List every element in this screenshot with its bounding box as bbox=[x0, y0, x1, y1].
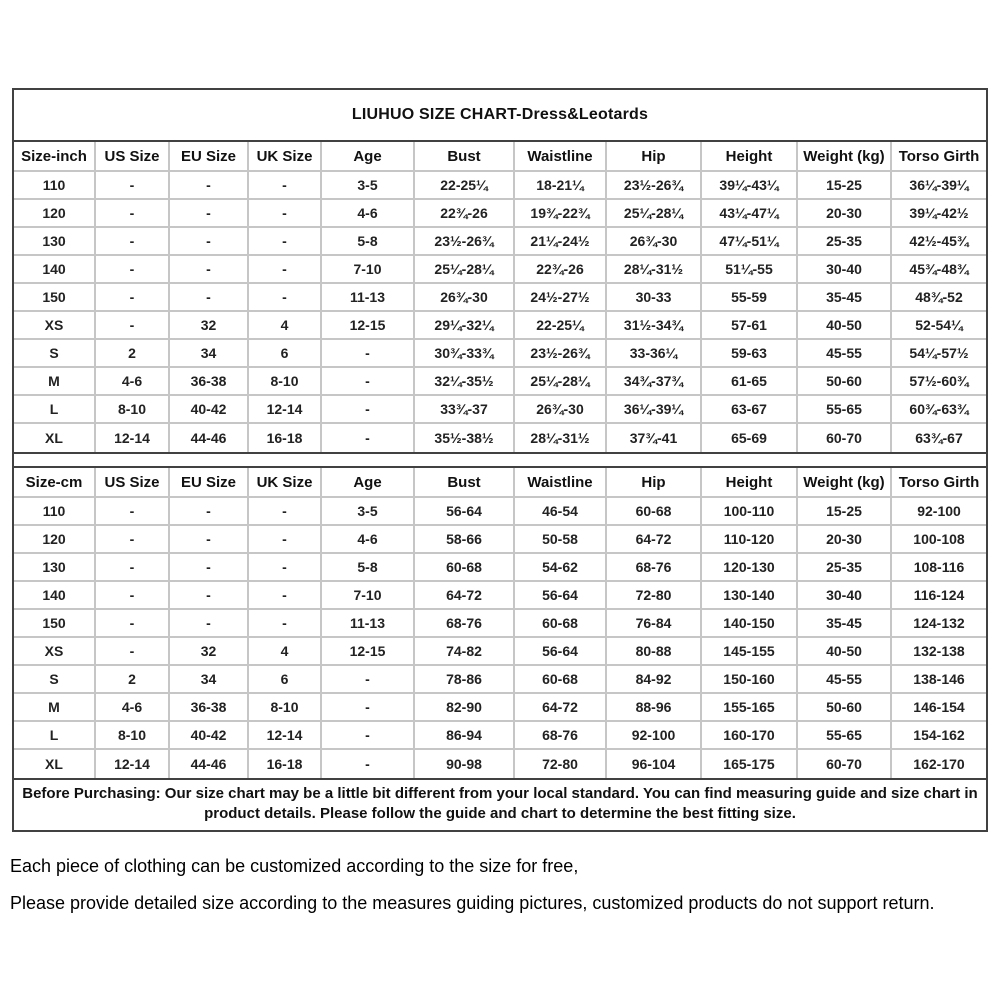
table-cell: 42½-45¾ bbox=[892, 228, 986, 256]
table-cell: 39¼-42½ bbox=[892, 200, 986, 228]
column-header: US Size bbox=[96, 468, 170, 498]
header-row bbox=[14, 468, 986, 498]
table-cell: 7-10 bbox=[322, 582, 415, 610]
table-cell: 64-72 bbox=[415, 582, 515, 610]
table-cell: 32¼-35½ bbox=[415, 368, 515, 396]
table-cell: 4-6 bbox=[96, 368, 170, 396]
table-cell: 100-110 bbox=[702, 498, 798, 526]
header-row bbox=[14, 142, 986, 172]
table-cell: 110-120 bbox=[702, 526, 798, 554]
table-cell: 63¾-67 bbox=[915, 430, 963, 446]
table-cell: - bbox=[322, 722, 415, 750]
table-cell: 57-61 bbox=[702, 312, 798, 340]
table-row bbox=[14, 722, 986, 750]
table-cell: - bbox=[170, 498, 249, 526]
table-cell: 16-18 bbox=[249, 750, 322, 778]
column-header: Waistline bbox=[515, 468, 607, 498]
table-cell: 32 bbox=[170, 312, 249, 340]
table-cell: 68-76 bbox=[607, 554, 702, 582]
table-cell: 35-45 bbox=[798, 610, 892, 638]
table-cell: 138-146 bbox=[892, 666, 986, 694]
table-cell: - bbox=[96, 554, 170, 582]
column-header: Torso Girth bbox=[892, 142, 986, 172]
table-cell: 146-154 bbox=[892, 694, 986, 722]
table-cell: 36-38 bbox=[170, 694, 249, 722]
table-cell: 116-124 bbox=[892, 582, 986, 610]
table-cell: 18-21¼ bbox=[515, 172, 607, 200]
table-cell: 2 bbox=[96, 340, 170, 368]
table-cell: 140 bbox=[14, 582, 96, 610]
table-cell: S bbox=[14, 666, 96, 694]
table-cell: 4-6 bbox=[322, 200, 415, 228]
table-cell: 140-150 bbox=[702, 610, 798, 638]
table-cell: 57½-60¾ bbox=[892, 368, 986, 396]
table-cell: 43¼-47¼ bbox=[702, 200, 798, 228]
table-cell: - bbox=[322, 396, 415, 424]
table-cell: 23½-26¾ bbox=[515, 340, 607, 368]
column-header: Height bbox=[702, 468, 798, 498]
table-divider-gap bbox=[14, 454, 986, 466]
table-cell: 25¼-28¼ bbox=[415, 256, 515, 284]
table-cell: 12-15 bbox=[322, 638, 415, 666]
table-row bbox=[14, 610, 986, 638]
column-header: US Size bbox=[96, 142, 170, 172]
purchase-note: Before Purchasing: Our size chart may be a little bit different from your local standard. You can find measuring guide and size chart in product details. Please follow the guide and chart to determine the best fitting size. bbox=[22, 785, 978, 822]
table-cell: 37¾-41 bbox=[607, 424, 702, 452]
table-cell: 110 bbox=[14, 498, 96, 526]
table-cell: 26¾-30 bbox=[515, 396, 607, 424]
table-cell: - bbox=[96, 284, 170, 312]
column-header: Hip bbox=[607, 142, 702, 172]
table-cell: 36¼-39¼ bbox=[607, 396, 702, 424]
table-cell: 8-10 bbox=[249, 368, 322, 396]
table-cell: - bbox=[96, 312, 170, 340]
table-cell: 23½-26¾ bbox=[607, 172, 702, 200]
size-chart-panel bbox=[12, 88, 988, 832]
table-cell: 145-155 bbox=[702, 638, 798, 666]
table-cell: 16-18 bbox=[249, 424, 322, 452]
table-cell: 56-64 bbox=[415, 498, 515, 526]
table-row bbox=[14, 284, 986, 312]
table-cell: 54¼-57½ bbox=[892, 340, 986, 368]
table-row bbox=[14, 312, 986, 340]
table-cell: 90-98 bbox=[415, 750, 515, 778]
table-cell: 12-14 bbox=[96, 750, 170, 778]
table-cell: 100-108 bbox=[892, 526, 986, 554]
table-cell: - bbox=[170, 526, 249, 554]
table-cell: 45-55 bbox=[798, 340, 892, 368]
table-cell: 68-76 bbox=[415, 610, 515, 638]
table-cell: 40-42 bbox=[170, 722, 249, 750]
table-cell: - bbox=[249, 284, 322, 312]
table-cell: 47¼-51¼ bbox=[702, 228, 798, 256]
column-header: Size-cm bbox=[14, 468, 96, 498]
table-cell: 120-130 bbox=[702, 554, 798, 582]
table-cell: 59-63 bbox=[702, 340, 798, 368]
table-row bbox=[14, 172, 986, 200]
table-cell: 25-35 bbox=[798, 228, 892, 256]
table-cell: 61-65 bbox=[702, 368, 798, 396]
table-cell: 4 bbox=[249, 312, 322, 340]
table-cell: 65-69 bbox=[702, 424, 798, 452]
table-cell: 46-54 bbox=[515, 498, 607, 526]
table-cell: 40-50 bbox=[798, 638, 892, 666]
table-row bbox=[14, 694, 986, 722]
table-row bbox=[14, 256, 986, 284]
table-cell: 30-33 bbox=[607, 284, 702, 312]
table-cell: 33-36¼ bbox=[607, 340, 702, 368]
table-cell: 52-54¼ bbox=[892, 312, 986, 340]
table-cell: 28¼-31½ bbox=[607, 256, 702, 284]
table-cell: 72-80 bbox=[607, 582, 702, 610]
table-cell: 6 bbox=[249, 666, 322, 694]
table-cell: 120 bbox=[14, 200, 96, 228]
table-cell: 110 bbox=[14, 172, 96, 200]
column-header: Torso Girth bbox=[892, 468, 986, 498]
table-cell: - bbox=[322, 340, 415, 368]
table-cell: - bbox=[249, 228, 322, 256]
table-cell: - bbox=[249, 610, 322, 638]
table-cell: 150 bbox=[14, 610, 96, 638]
table-cell: - bbox=[322, 368, 415, 396]
table-cell: 35½-38½ bbox=[415, 424, 515, 452]
table-row bbox=[14, 200, 986, 228]
table-cell: 60¾-63¾ bbox=[892, 396, 986, 424]
table-cell: 26¾-30 bbox=[415, 284, 515, 312]
table-cell: 130-140 bbox=[702, 582, 798, 610]
table-cell: 36¼-39¼ bbox=[892, 172, 986, 200]
column-header: Bust bbox=[415, 142, 515, 172]
table-cell: 22-25¼ bbox=[415, 172, 515, 200]
column-header: Age bbox=[322, 142, 415, 172]
table-cell: 84-92 bbox=[607, 666, 702, 694]
table-cell: 4-6 bbox=[322, 526, 415, 554]
size-table-inch bbox=[14, 140, 986, 454]
table-cell: 92-100 bbox=[892, 498, 986, 526]
table-cell: 4 bbox=[249, 638, 322, 666]
table-cell: 50-60 bbox=[798, 368, 892, 396]
table-cell: 82-90 bbox=[415, 694, 515, 722]
table-cell: M bbox=[14, 368, 96, 396]
table-cell: 12-15 bbox=[322, 312, 415, 340]
table-cell: 96-104 bbox=[607, 750, 702, 778]
table-cell: - bbox=[249, 582, 322, 610]
table-cell: 8-10 bbox=[249, 694, 322, 722]
table-cell: 140 bbox=[14, 256, 96, 284]
table-cell: 74-82 bbox=[415, 638, 515, 666]
table-cell: 11-13 bbox=[322, 284, 415, 312]
customization-note-line1: Each piece of clothing can be customized according to the size for free, bbox=[10, 856, 579, 876]
table-cell: M bbox=[14, 694, 96, 722]
customization-note-line2: Please provide detailed size according to the measures guiding pictures, customized products do not support return. bbox=[10, 893, 935, 913]
column-header: Weight (kg) bbox=[798, 142, 892, 172]
table-cell: 58-66 bbox=[415, 526, 515, 554]
table-cell: 55-65 bbox=[798, 722, 892, 750]
table-cell: 160-170 bbox=[702, 722, 798, 750]
table-cell: - bbox=[170, 582, 249, 610]
table-cell: 31½-34¾ bbox=[607, 312, 702, 340]
table-cell: 50-60 bbox=[798, 694, 892, 722]
table-cell: - bbox=[96, 610, 170, 638]
table-cell: 21¼-24½ bbox=[515, 228, 607, 256]
table-cell: 92-100 bbox=[607, 722, 702, 750]
column-header: Hip bbox=[607, 468, 702, 498]
table-cell: 72-80 bbox=[515, 750, 607, 778]
table-cell: 64-72 bbox=[515, 694, 607, 722]
table-cell: 19¾-22¾ bbox=[515, 200, 607, 228]
table-cell: - bbox=[249, 554, 322, 582]
table-cell: - bbox=[170, 256, 249, 284]
table-cell: 2 bbox=[96, 666, 170, 694]
column-header: Weight (kg) bbox=[798, 468, 892, 498]
size-table-cm bbox=[14, 466, 986, 780]
table-row bbox=[14, 340, 986, 368]
table-cell: 12-14 bbox=[249, 396, 322, 424]
table-cell: 155-165 bbox=[702, 694, 798, 722]
table-cell: 78-86 bbox=[415, 666, 515, 694]
table-cell: 130 bbox=[14, 554, 96, 582]
table-cell: 150 bbox=[14, 284, 96, 312]
table-cell: L bbox=[14, 396, 96, 424]
table-cell: L bbox=[14, 722, 96, 750]
table-cell: 108-116 bbox=[892, 554, 986, 582]
table-cell: - bbox=[96, 498, 170, 526]
table-cell: 24½-27½ bbox=[515, 284, 607, 312]
table-cell: 88-96 bbox=[607, 694, 702, 722]
table-cell: 5-8 bbox=[322, 228, 415, 256]
table-cell: 34 bbox=[170, 340, 249, 368]
table-cell: XS bbox=[14, 638, 96, 666]
table-row bbox=[14, 582, 986, 610]
table-cell: 22¾-26 bbox=[415, 200, 515, 228]
table-cell: 28¼-31½ bbox=[515, 424, 607, 452]
column-header: Size-inch bbox=[14, 142, 96, 172]
column-header: EU Size bbox=[170, 468, 249, 498]
table-cell: 40-50 bbox=[798, 312, 892, 340]
table-cell: 32 bbox=[170, 638, 249, 666]
table-cell: - bbox=[170, 554, 249, 582]
table-row bbox=[14, 526, 986, 554]
table-cell: - bbox=[249, 498, 322, 526]
table-cell: 25-35 bbox=[798, 554, 892, 582]
table-cell: - bbox=[322, 424, 415, 452]
table-cell: 56-64 bbox=[515, 638, 607, 666]
table-cell: 48¾-52 bbox=[892, 284, 986, 312]
table-cell: 45¾-48¾ bbox=[892, 256, 986, 284]
table-cell: 6 bbox=[249, 340, 322, 368]
table-cell: 23½-26¾ bbox=[415, 228, 515, 256]
table-row bbox=[14, 498, 986, 526]
table-cell: 8-10 bbox=[96, 396, 170, 424]
table-cell: 162-170 bbox=[913, 756, 965, 772]
table-cell: - bbox=[96, 526, 170, 554]
table-row bbox=[14, 228, 986, 256]
table-cell: - bbox=[96, 582, 170, 610]
table-cell: 11-13 bbox=[322, 610, 415, 638]
table-cell: 4-6 bbox=[96, 694, 170, 722]
table-cell: 124-132 bbox=[892, 610, 986, 638]
table-cell: - bbox=[322, 750, 415, 778]
table-cell: 55-65 bbox=[798, 396, 892, 424]
table-cell: - bbox=[96, 172, 170, 200]
table-cell: 34 bbox=[170, 666, 249, 694]
table-cell: 39¼-43¼ bbox=[702, 172, 798, 200]
table-cell: 15-25 bbox=[798, 172, 892, 200]
table-cell: 12-14 bbox=[249, 722, 322, 750]
table-cell: - bbox=[96, 256, 170, 284]
column-header: Bust bbox=[415, 468, 515, 498]
table-row bbox=[14, 396, 986, 424]
table-cell: - bbox=[249, 526, 322, 554]
table-cell: 60-70 bbox=[798, 750, 892, 778]
table-row bbox=[14, 666, 986, 694]
table-cell: 7-10 bbox=[322, 256, 415, 284]
table-cell: - bbox=[249, 256, 322, 284]
table-row bbox=[14, 638, 986, 666]
table-cell: - bbox=[322, 694, 415, 722]
table-cell: 22-25¼ bbox=[515, 312, 607, 340]
table-cell: - bbox=[96, 228, 170, 256]
table-cell: 22¾-26 bbox=[515, 256, 607, 284]
table-cell: 8-10 bbox=[96, 722, 170, 750]
table-cell: 60-68 bbox=[607, 498, 702, 526]
table-cell: 25¼-28¼ bbox=[515, 368, 607, 396]
table-cell: 3-5 bbox=[322, 172, 415, 200]
table-cell: 12-14 bbox=[96, 424, 170, 452]
table-cell: 15-25 bbox=[798, 498, 892, 526]
table-cell: 51¼-55 bbox=[702, 256, 798, 284]
table-row bbox=[14, 424, 986, 452]
table-row bbox=[14, 368, 986, 396]
table-cell: 60-70 bbox=[798, 424, 892, 452]
table-cell: 60-68 bbox=[515, 610, 607, 638]
table-cell: 20-30 bbox=[798, 200, 892, 228]
table-cell: XL bbox=[14, 424, 96, 452]
table-cell: - bbox=[170, 200, 249, 228]
table-cell: 30¾-33¾ bbox=[415, 340, 515, 368]
table-cell: 76-84 bbox=[607, 610, 702, 638]
table-cell: 36-38 bbox=[170, 368, 249, 396]
table-cell: 35-45 bbox=[798, 284, 892, 312]
table-cell: - bbox=[249, 200, 322, 228]
table-cell: 30-40 bbox=[798, 582, 892, 610]
table-cell: - bbox=[96, 200, 170, 228]
table-row bbox=[14, 750, 986, 778]
table-row bbox=[14, 554, 986, 582]
table-cell: 80-88 bbox=[607, 638, 702, 666]
table-cell: S bbox=[14, 340, 96, 368]
column-header: EU Size bbox=[170, 142, 249, 172]
table-cell: 54-62 bbox=[515, 554, 607, 582]
table-cell: - bbox=[170, 228, 249, 256]
table-cell: 44-46 bbox=[170, 424, 249, 452]
table-cell: 56-64 bbox=[515, 582, 607, 610]
table-cell: 130 bbox=[14, 228, 96, 256]
table-cell: - bbox=[170, 284, 249, 312]
column-header: UK Size bbox=[249, 142, 322, 172]
table-cell: 45-55 bbox=[798, 666, 892, 694]
table-cell: 33¾-37 bbox=[415, 396, 515, 424]
table-cell: 26¾-30 bbox=[607, 228, 702, 256]
table-cell: 60-68 bbox=[515, 666, 607, 694]
page-title: LIUHUO SIZE CHART-Dress&Leotards bbox=[351, 106, 649, 123]
table-cell: 5-8 bbox=[322, 554, 415, 582]
table-cell: 132-138 bbox=[892, 638, 986, 666]
table-cell: 150-160 bbox=[702, 666, 798, 694]
table-cell: 63-67 bbox=[702, 396, 798, 424]
table-cell: 44-46 bbox=[170, 750, 249, 778]
table-cell: 40-42 bbox=[170, 396, 249, 424]
table-cell: 68-76 bbox=[515, 722, 607, 750]
table-cell: 154-162 bbox=[892, 722, 986, 750]
table-cell: - bbox=[170, 610, 249, 638]
column-header: Height bbox=[702, 142, 798, 172]
table-cell: - bbox=[322, 666, 415, 694]
table-cell: 60-68 bbox=[415, 554, 515, 582]
column-header: Age bbox=[322, 468, 415, 498]
table-cell: XS bbox=[14, 312, 96, 340]
table-cell: 165-175 bbox=[702, 750, 798, 778]
table-cell: 34¾-37¾ bbox=[607, 368, 702, 396]
table-cell: 25¼-28¼ bbox=[607, 200, 702, 228]
table-cell: 20-30 bbox=[798, 526, 892, 554]
table-cell: 3-5 bbox=[322, 498, 415, 526]
table-cell: 120 bbox=[14, 526, 96, 554]
table-cell: 86-94 bbox=[415, 722, 515, 750]
table-cell: 30-40 bbox=[798, 256, 892, 284]
table-cell: 55-59 bbox=[702, 284, 798, 312]
table-cell: - bbox=[249, 172, 322, 200]
table-cell: XL bbox=[14, 750, 96, 778]
table-cell: 64-72 bbox=[607, 526, 702, 554]
column-header: UK Size bbox=[249, 468, 322, 498]
table-cell: - bbox=[96, 638, 170, 666]
column-header: Waistline bbox=[515, 142, 607, 172]
table-cell: 50-58 bbox=[515, 526, 607, 554]
table-cell: 29¼-32¼ bbox=[415, 312, 515, 340]
table-cell: - bbox=[170, 172, 249, 200]
